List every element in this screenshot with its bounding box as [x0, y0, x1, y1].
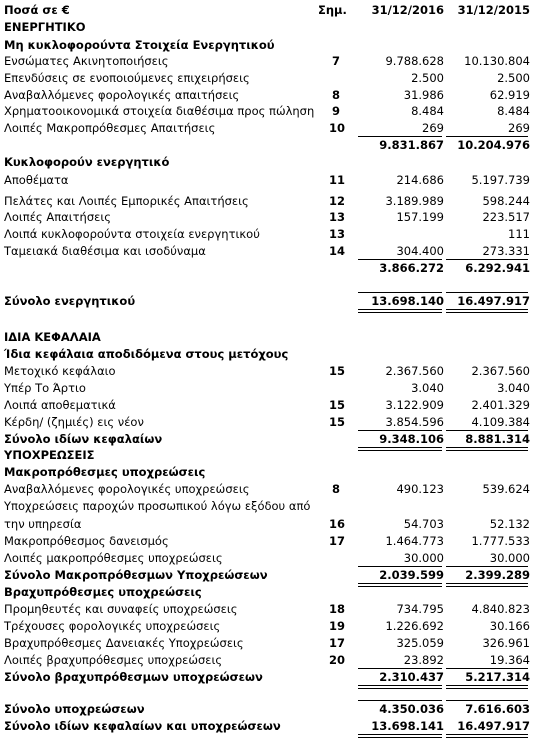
amount-2016: 13.698.140	[371, 294, 444, 308]
currency-label: Ποσά σε €	[4, 3, 70, 17]
amount-2016: 1.226.692	[385, 619, 444, 633]
note-number: 17	[329, 534, 346, 548]
amount-2016: 13.698.141	[371, 719, 444, 733]
amount-2015: 2.500	[497, 71, 530, 85]
note-number: 15	[329, 415, 346, 429]
amount-2016: 9.348.106	[379, 432, 444, 446]
statement-row	[0, 37, 534, 54]
amount-2015: 4.109.384	[471, 415, 530, 429]
total-double-rule	[358, 447, 442, 451]
subtotal-rule	[358, 566, 442, 567]
statement-row	[0, 154, 534, 171]
note-number: 15	[329, 364, 346, 378]
line-item-label: Ίδια κεφάλαια αποδιδόμενα στους μετόχους	[4, 347, 289, 361]
note-number: 15	[329, 398, 346, 412]
line-item-label: Κυκλοφορούν ενεργητικό	[4, 155, 170, 169]
statement-row	[0, 260, 534, 277]
amount-2015: 2.399.289	[465, 568, 530, 582]
statement-row	[0, 329, 534, 346]
subtotal-rule	[446, 430, 528, 431]
line-item-label: Ταμειακά διαθέσιμα και ισοδύναμα	[4, 244, 206, 258]
amount-2016: 214.686	[396, 173, 444, 187]
line-item-label: Σύνολο υποχρεώσεων	[4, 702, 145, 716]
amount-2015: 326.961	[482, 636, 530, 650]
statement-row	[0, 414, 534, 431]
note-number: 13	[329, 210, 346, 224]
line-item-label: Κέρδη/ (ζημιές) εις νέον	[4, 415, 144, 429]
amount-2015: 19.364	[489, 653, 530, 667]
amount-2015: 30.000	[489, 551, 530, 565]
note-number: 19	[329, 619, 346, 633]
line-item-label: Βραχυπρόθεσμες υποχρεώσεις	[4, 585, 202, 599]
line-item-label: Βραχυπρόθεσμες Δανειακές Υποχρεώσεις	[4, 636, 244, 650]
amount-2015: 111	[508, 227, 530, 241]
line-item-label: Σύνολο ενεργητικού	[4, 294, 136, 308]
statement-row	[0, 137, 534, 154]
amount-2015: 7.616.603	[465, 702, 530, 716]
subtotal-rule	[358, 259, 442, 260]
amount-2016: 304.400	[396, 244, 444, 258]
line-item-label: Προμηθευτές και συναφείς υποχρεώσεις	[4, 602, 238, 616]
line-item-label: Λοιπά κυκλοφορούντα στοιχεία ενεργητικού	[4, 227, 260, 241]
statement-row	[0, 363, 534, 380]
statement-row	[0, 431, 534, 448]
total-double-rule	[358, 583, 442, 587]
line-item-label: ΥΠΟΧΡΕΩΣΕΙΣ	[4, 448, 95, 462]
amount-2016: 9.788.628	[385, 54, 444, 68]
line-item-label: Λοιπά αποθεματικά	[4, 398, 116, 412]
statement-row	[0, 464, 534, 481]
statement-row	[0, 397, 534, 414]
line-item-label: την υπηρεσία	[4, 517, 82, 531]
amount-2016: 23.892	[403, 653, 444, 667]
statement-row	[0, 380, 534, 397]
line-item-label: Αναβαλλόμενες φορολογικές υποχρεώσεις	[4, 482, 250, 496]
statement-row	[0, 533, 534, 550]
amount-2016: 2.500	[411, 71, 444, 85]
statement-row	[0, 481, 534, 498]
amount-2015: 52.132	[489, 517, 530, 531]
subtotal-rule	[358, 292, 442, 293]
notes-column-header: Σημ.	[318, 3, 347, 17]
line-item-label: Μακροπρόθεσμες υποχρεώσεις	[4, 465, 206, 479]
total-double-rule	[358, 734, 442, 738]
total-double-rule	[358, 685, 442, 689]
header-row	[0, 2, 534, 19]
line-item-label: Λοιπές μακροπρόθεσμες υποχρεώσεις	[4, 551, 223, 565]
line-item-label: Επενδύσεις σε ενοποιούμενες επιχειρήσεις	[4, 71, 250, 85]
line-item-label: ΙΔΙΑ ΚΕΦΑΛΑΙΑ	[4, 330, 101, 344]
amount-2015: 3.040	[497, 381, 530, 395]
statement-row	[0, 618, 534, 635]
line-item-label: ΕΝΕΡΓΗΤΙΚΟ	[4, 20, 86, 34]
subtotal-rule	[446, 259, 528, 260]
amount-2016: 2.039.599	[379, 568, 444, 582]
line-item-label: Μακροπρόθεσμος δανεισμός	[4, 534, 169, 548]
line-item-label: Τρέχουσες φορολογικές υποχρεώσεις	[4, 619, 221, 633]
amount-2016: 3.040	[411, 381, 444, 395]
line-item-label: Λοιπές Μακροπρόθεσμες Απαιτήσεις	[4, 121, 216, 135]
amount-2015: 2.401.329	[471, 398, 530, 412]
line-item-label: Πελάτες και Λοιπές Εμπορικές Απαιτήσεις	[4, 194, 249, 208]
statement-row	[0, 601, 534, 618]
amount-2016: 269	[422, 121, 444, 135]
statement-row	[0, 226, 534, 243]
statement-row	[0, 718, 534, 735]
statement-row	[0, 243, 534, 260]
amount-2015: 6.292.941	[465, 261, 530, 275]
note-number: 16	[329, 517, 346, 531]
amount-2016: 3.866.272	[379, 261, 444, 275]
total-double-rule	[446, 447, 528, 451]
statement-row	[0, 498, 534, 515]
amount-2016: 157.199	[396, 210, 444, 224]
amount-2015: 539.624	[482, 482, 530, 496]
note-number: 11	[329, 173, 346, 187]
amount-2015: 4.840.823	[471, 602, 530, 616]
amount-2015: 5.197.739	[471, 173, 530, 187]
amount-2016: 54.703	[403, 517, 444, 531]
amount-2016: 2.367.560	[385, 364, 444, 378]
subtotal-rule	[446, 136, 528, 137]
line-item-label: Σύνολο Μακροπρόθεσμων Υποχρεώσεων	[4, 568, 268, 582]
subtotal-rule	[446, 700, 528, 701]
note-number: 9	[331, 104, 340, 118]
statement-row	[0, 567, 534, 584]
line-item-label: Μετοχικό κεφάλαιο	[4, 364, 116, 378]
line-item-label: Μη κυκλοφορούντα Στοιχεία Ενεργητικού	[4, 38, 275, 52]
total-double-rule	[446, 583, 528, 587]
total-double-rule	[446, 685, 528, 689]
amount-2016: 8.484	[411, 104, 444, 118]
statement-row	[0, 103, 534, 120]
total-double-rule	[358, 309, 442, 313]
statement-row	[0, 19, 534, 36]
amount-2016: 4.350.036	[379, 702, 444, 716]
note-number: 14	[329, 244, 346, 258]
statement-row	[0, 120, 534, 137]
amount-2016: 30.000	[403, 551, 444, 565]
amount-2015: 16.497.917	[457, 294, 530, 308]
amount-2015: 1.777.533	[471, 534, 530, 548]
amount-2016: 734.795	[396, 602, 444, 616]
note-number: 18	[329, 602, 346, 616]
amount-2015: 62.919	[489, 88, 530, 102]
amount-2015: 16.497.917	[457, 719, 530, 733]
year-2016-header: 31/12/2016	[371, 3, 444, 17]
total-double-rule	[446, 734, 528, 738]
subtotal-rule	[446, 668, 528, 669]
note-number: 17	[329, 636, 346, 650]
note-number: 10	[329, 121, 346, 135]
line-item-label: Λοιπές βραχυπρόθεσμες υποχρεώσεις	[4, 653, 223, 667]
note-number: 13	[329, 227, 346, 241]
total-double-rule	[446, 309, 528, 313]
amount-2016: 3.122.909	[385, 398, 444, 412]
amount-2015: 598.244	[482, 194, 530, 208]
statement-row	[0, 550, 534, 567]
amount-2015: 2.367.560	[471, 364, 530, 378]
line-item-label: Χρηματοοικονομικά στοιχεία διαθέσιμα προς πώληση	[4, 104, 315, 118]
amount-2015: 5.217.314	[465, 670, 530, 684]
statement-row	[0, 701, 534, 718]
subtotal-rule	[446, 292, 528, 293]
note-number: 20	[329, 653, 346, 667]
amount-2015: 8.484	[497, 104, 530, 118]
note-number: 7	[331, 54, 340, 68]
statement-row	[0, 70, 534, 87]
amount-2016: 325.059	[396, 636, 444, 650]
amount-2016: 3.854.596	[385, 415, 444, 429]
statement-row	[0, 346, 534, 363]
statement-row	[0, 87, 534, 104]
statement-row	[0, 53, 534, 70]
subtotal-rule	[358, 668, 442, 669]
line-item-label: Υπέρ Το Άρτιο	[4, 381, 86, 395]
subtotal-rule	[358, 700, 442, 701]
amount-2016: 31.986	[403, 88, 444, 102]
amount-2015: 8.881.314	[465, 432, 530, 446]
amount-2016: 3.189.989	[385, 194, 444, 208]
amount-2016: 2.310.437	[379, 670, 444, 684]
line-item-label: Σύνολο βραχυπρόθεσμων υποχρεώσεων	[4, 670, 263, 684]
line-item-label: Σύνολο ιδίων κεφαλαίων	[4, 432, 163, 446]
statement-row	[0, 193, 534, 210]
statement-row	[0, 669, 534, 686]
subtotal-rule	[358, 136, 442, 137]
amount-2016: 9.831.867	[379, 138, 444, 152]
subtotal-rule	[446, 566, 528, 567]
line-item-label: Υποχρεώσεις παροχών προσωπικού λόγω εξόδου από	[4, 499, 311, 513]
statement-row	[0, 635, 534, 652]
amount-2015: 10.204.976	[457, 138, 530, 152]
line-item-label: Αποθέματα	[4, 173, 69, 187]
subtotal-rule	[358, 430, 442, 431]
amount-2016: 1.464.773	[385, 534, 444, 548]
note-number: 8	[331, 88, 340, 102]
note-number: 12	[329, 194, 346, 208]
note-number: 8	[331, 482, 340, 496]
amount-2015: 273.331	[482, 244, 530, 258]
statement-row	[0, 172, 534, 189]
amount-2015: 30.166	[489, 619, 530, 633]
line-item-label: Λοιπές Απαιτήσεις	[4, 210, 111, 224]
line-item-label: Αναβαλλόμενες φορολογικές απαιτήσεις	[4, 88, 240, 102]
statement-row	[0, 516, 534, 533]
year-2015-header: 31/12/2015	[457, 3, 530, 17]
amount-2016: 490.123	[396, 482, 444, 496]
amount-2015: 223.517	[482, 210, 530, 224]
line-item-label: Σύνολο ιδίων κεφαλαίων και υποχρεώσεων	[4, 719, 281, 733]
statement-row	[0, 652, 534, 669]
amount-2015: 269	[508, 121, 530, 135]
line-item-label: Ενσώματες Ακινητοποιήσεις	[4, 54, 169, 68]
amount-2015: 10.130.804	[464, 54, 530, 68]
statement-row	[0, 293, 534, 310]
statement-row	[0, 209, 534, 226]
